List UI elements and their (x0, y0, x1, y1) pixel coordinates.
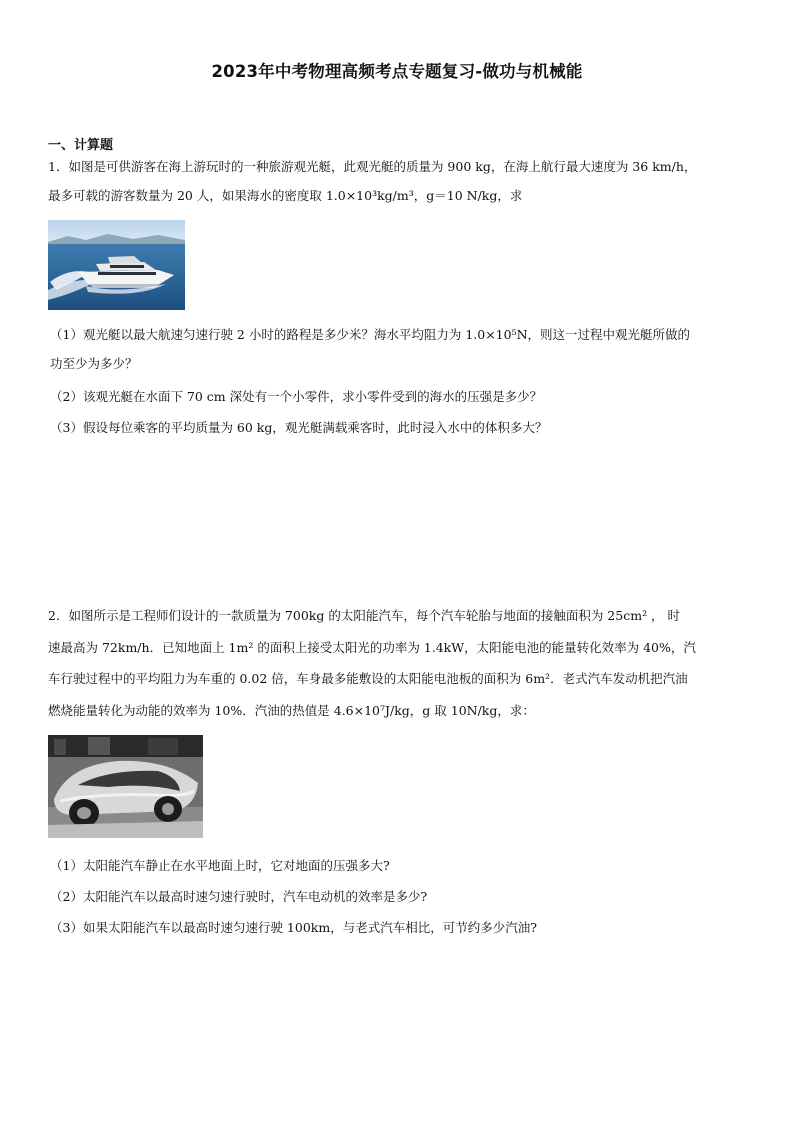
question-1-part-3: （3）假设每位乘客的平均质量为 60 kg，观光艇满载乘客时，此时浸入水中的体积多大？ (50, 420, 548, 435)
question-2-part-3: （3）如果太阳能汽车以最高时速匀速行驶 100km，与老式汽车相比，可节约多少汽油? (50, 920, 537, 935)
question-1-part-1 (50, 320, 760, 378)
question-1-part-2: （2）该观光艇在水面下 70 cm 深处有一个小零件，求小零件受到的海水的压强是多少？ (50, 389, 543, 404)
section-heading: 一、计算题 (48, 138, 114, 153)
page-title: 2023年中考物理高频考点专题复习-做功与机械能 (211, 62, 583, 81)
question-2-line-3: 车行驶过程中的平均阻力为车重的 0.02 倍，车身最多能敷设的太阳能电池板的面积为 6m²．老式汽车发动机把汽油 (48, 671, 688, 686)
question-1-line-2: 最多可载的游客数量为 20 人，如果海水的密度取 1.0×10³kg/m³，g＝10 N/kg，求 (48, 188, 523, 203)
sightseeing-boat-photo (48, 220, 185, 310)
question-2-line-4: 燃烧能量转化为动能的效率为 10%．汽油的热值是 4.6×10⁷J/kg，g 取 10N/kg，求： (48, 702, 535, 718)
question-1-part-1-line-1: （1）观光艇以最大航速匀速行驶 2 小时的路程是多少米？海水平均阻力为 1.0×10⁵N，则这一过程中观光艇所做的 (50, 327, 691, 342)
question-2-line-1: 2．如图所示是工程师们设计的一款质量为 700kg 的太阳能汽车，每个汽车轮胎与地面的接触面积为 25cm² ， 时 (48, 608, 681, 623)
question-1-line-1: 1．如图是可供游客在海上游玩时的一种旅游观光艇，此观光艇的质量为 900 kg，在海上航行最大速度为 36 km/h， (48, 159, 697, 174)
question-2-line-2: 速最高为 72km/h．已知地面上 1m² 的面积上接受太阳光的功率为 1.4kW，太阳能电池的能量转化效率为 40%，汽 (48, 639, 696, 655)
question-2-stem (48, 600, 758, 726)
question-1-stem (48, 152, 758, 210)
solar-car-photo (48, 735, 203, 838)
question-1-part-1-line-2: 功至少为多少？ (50, 356, 138, 371)
question-2-part-2: （2）太阳能汽车以最高时速匀速行驶时，汽车电动机的效率是多少? (50, 889, 428, 904)
question-2-part-1: （1）太阳能汽车静止在水平地面上时，它对地面的压强多大? (50, 858, 390, 873)
